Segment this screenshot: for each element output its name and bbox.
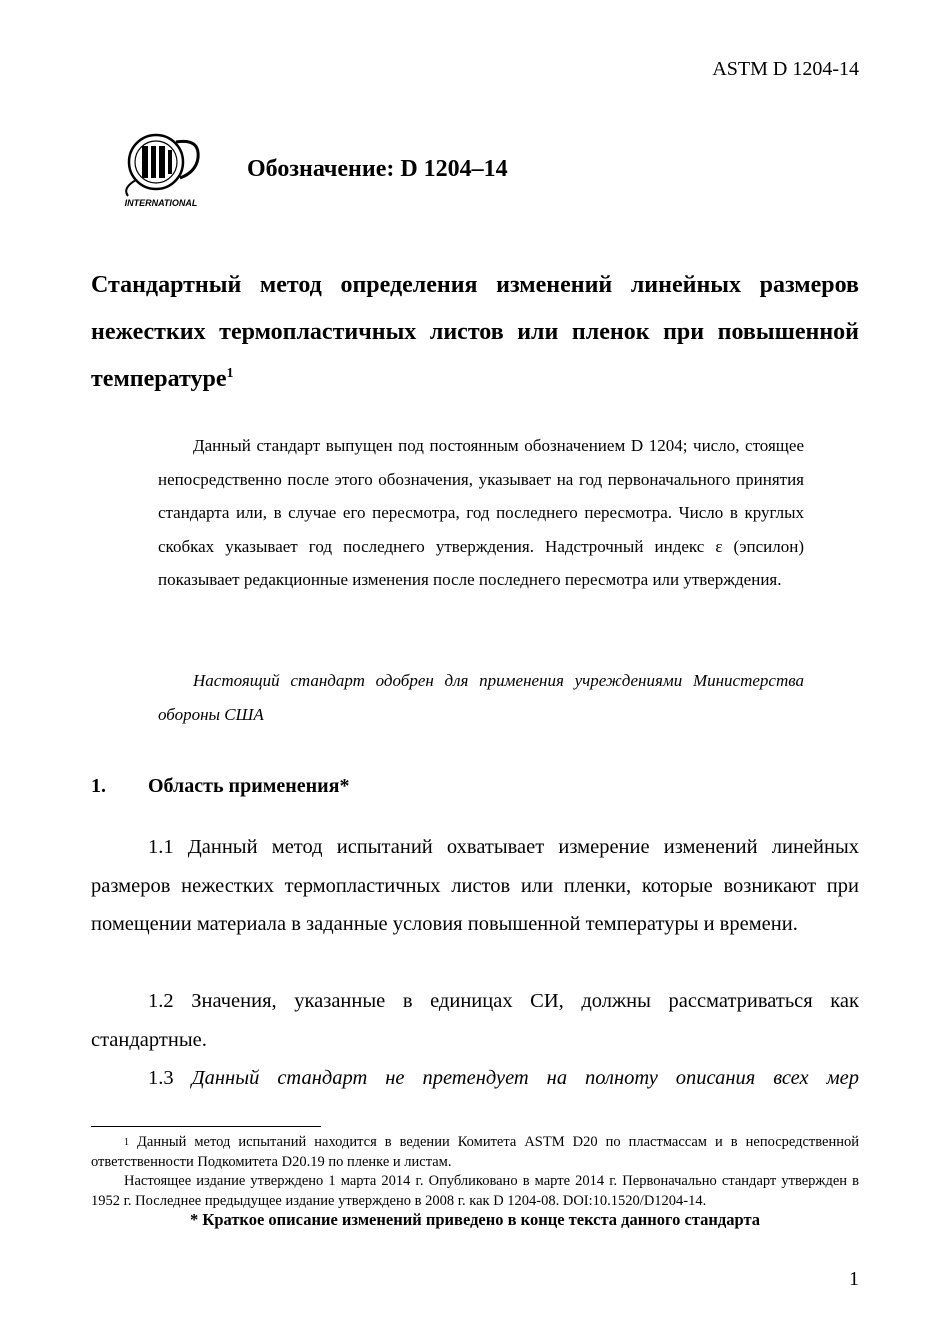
document-id-header: ASTM D 1204-14 (712, 58, 859, 80)
standard-designation-note: Данный стандарт выпущен под постоянным обозначением D 1204; число, стоящее непосредственно после этого обозначения, указывает на год первоначального принятия стандарта или, в случае его пересмотра, год последнего пересмотра. Число в круглых скобках указывает год последнего утверждения. Надстрочный индекс ε (эпсилон) показывает редакционные изменения после последнего пересмотра или утверждения. (158, 436, 804, 589)
paragraph-1-3 (91, 1059, 859, 1098)
footnote-divider (91, 1126, 321, 1127)
paragraph-1-2: 1.2 Значения, указанные в единицах СИ, должны рассматриваться как стандартные. (91, 990, 859, 1051)
footnote-edition-info: Настоящее издание утверждено 1 марта 2014 г. Опубликовано в марте 2014 г. Первоначально стандарт утвержден в 1952 г. Последнее предыдущее издание утверждено в 2008 г. как D 1204-08. DOI:10.1520/D1204-14. (91, 1173, 859, 1209)
title-footnote-ref: 1 (226, 366, 234, 381)
paragraph-1-1: 1.1 Данный метод испытаний охватывает измерение изменений линейных размеров нежестких термопластичных листов или пленки, которые возникают при помещении материала в заданные условия повышенной температуры и времени. (91, 836, 859, 935)
paragraph-1-3-text: Данный стандарт не претендует на полноту описания всех мер (191, 1067, 860, 1089)
footnote-1 (91, 1133, 859, 1172)
section-title: Область применения* (148, 775, 350, 797)
astm-logo (118, 132, 204, 208)
document-title (91, 262, 859, 403)
page-number: 1 (849, 1268, 859, 1290)
paragraph-1-3-number: 1.3 (148, 1067, 174, 1089)
designation-heading: Обозначение: D 1204–14 (247, 156, 508, 182)
dod-approval-note: Настоящий стандарт одобрен для применения учреждениями Министерства обороны США (158, 671, 804, 724)
title-text: Стандартный метод определения изменений линейных размеров нежестких термопластичных листов или пленок при повышенной температуре (91, 272, 859, 392)
logo-caption: INTERNATIONAL (124, 198, 198, 208)
footnote-1-text: Данный метод испытаний находится в ведении Комитета ASTM D20 по пластмассам и в непосредственной ответственности Подкомитета D20.19 по пленке и листам. (91, 1134, 859, 1170)
summary-of-changes-note: * Краткое описание изменений приведено в конце текста данного стандарта (189, 1210, 760, 1229)
footnote-1-mark: 1 (124, 1137, 129, 1148)
section-number: 1. (91, 775, 106, 797)
